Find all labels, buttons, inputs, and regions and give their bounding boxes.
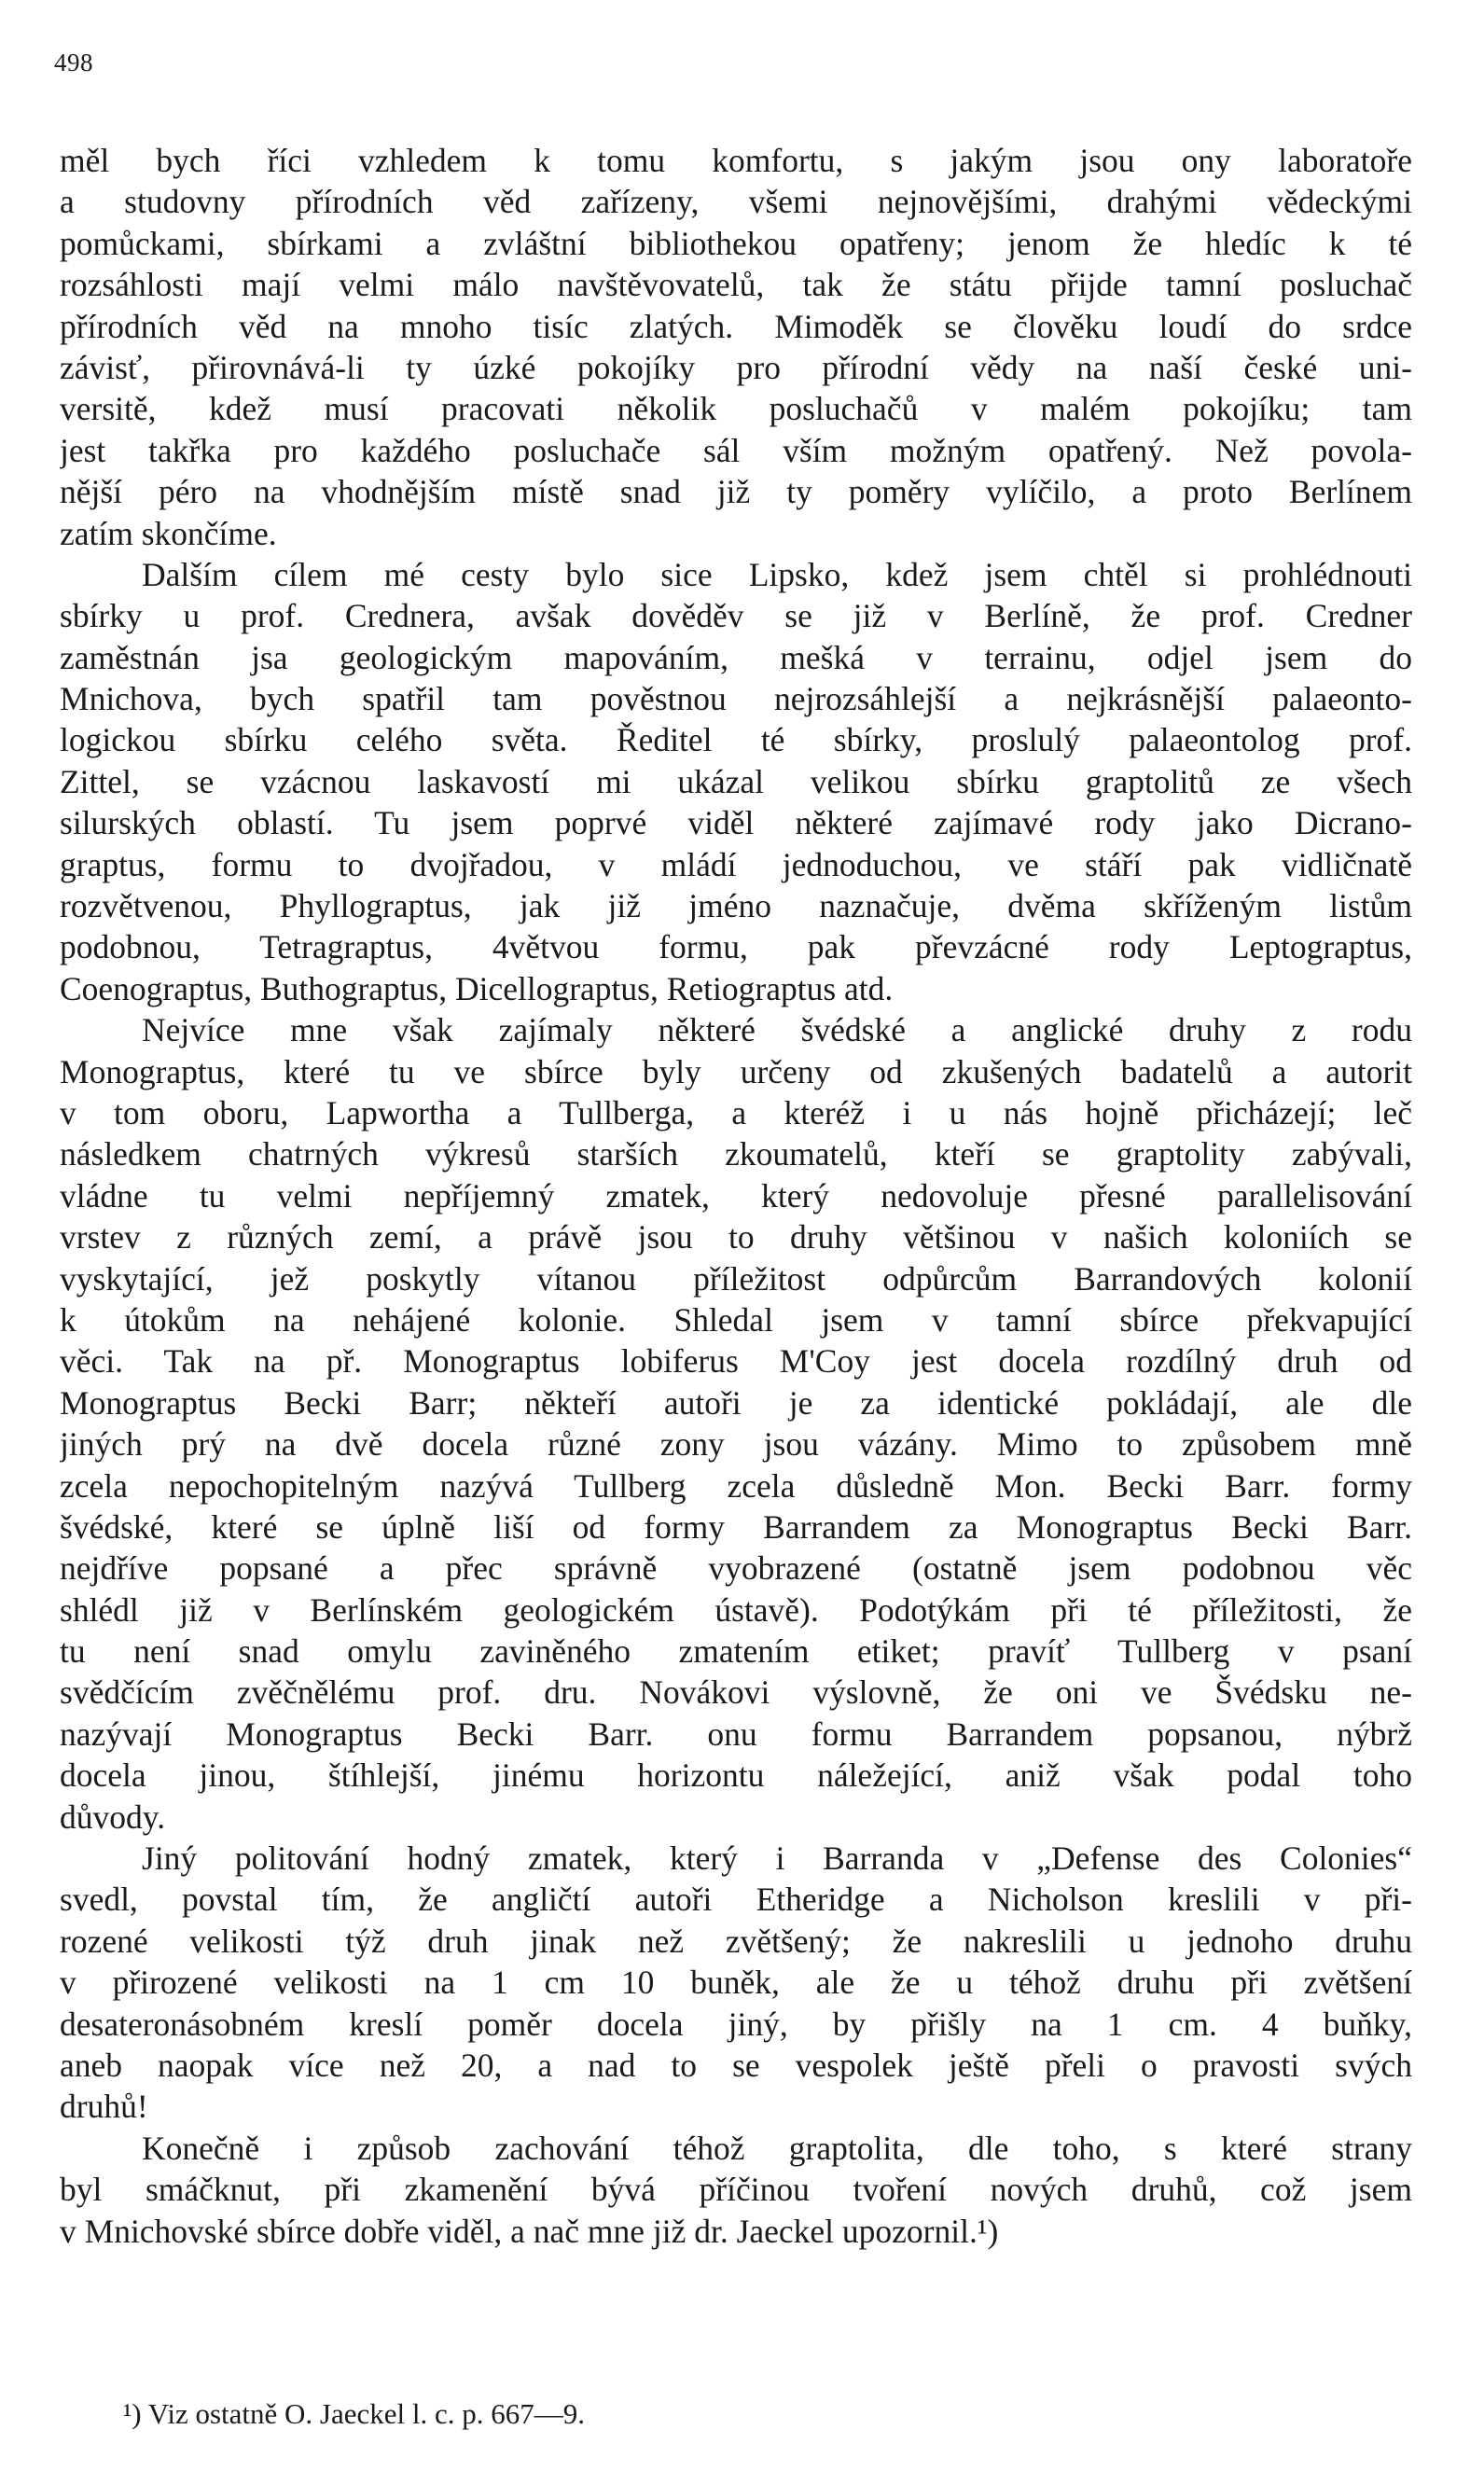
text-line: zaměstnán jsa geologickým mapováním, mešká v terrainu, odjel jsem do	[60, 638, 1412, 676]
text-line: graptus, formu to dvojřadou, v mládí jednoduchou, ve stáří pak vidličnatě	[60, 845, 1412, 883]
text-line: následkem chatrných výkresů starších zkoumatelů, kteří se graptolity zabývali,	[60, 1135, 1412, 1173]
text-line: druhů!	[60, 2088, 148, 2126]
text-line: vrstev z různých zemí, a právě jsou to druhy většinou v našich koloniích se	[60, 1218, 1412, 1256]
text-line: v přirozené velikosti na 1 cm 10 buněk, ale že u téhož druhu při zvětšení	[60, 1964, 1412, 2002]
text-line: logickou sbírku celého světa. Ředitel té sbírky, proslulý palaeontolog prof.	[60, 721, 1412, 759]
text-line: svědčícím zvěčnělému prof. dru. Novákovi výslovně, že oni ve Švédsku ne-	[60, 1673, 1412, 1712]
paragraph	[60, 140, 1412, 554]
text-line: jest takřka pro každého posluchače sál vším možným opatřený. Než povola-	[60, 431, 1412, 469]
text-line: zatím skončíme.	[60, 514, 277, 552]
text-line: měl bych říci vzhledem k tomu komfortu, s jakým jsou ony laboratoře	[60, 142, 1412, 179]
text-line: zcela nepochopitelným nazývá Tullberg zcela důsledně Mon. Becki Barr. formy	[60, 1466, 1412, 1505]
text-line: důvody.	[60, 1798, 166, 1836]
text-line: k útokům na nehájené kolonie. Shledal jsem v tamní sbírce překvapující	[60, 1300, 1412, 1339]
text-line: versitě, kdež musí pracovati několik posluchačů v malém pokojíku; tam	[60, 390, 1412, 428]
text-line: věci. Tak na př. Monograptus lobiferus M'Coy jest docela rozdílný druh od	[60, 1342, 1412, 1381]
text-line: sbírky u prof. Crednera, avšak dověděv se již v Berlíně, že prof. Credner	[60, 597, 1412, 635]
paragraph	[60, 1009, 1412, 1838]
text-line: desateronásobném kreslí poměr docela jiný, by přišly na 1 cm. 4 buňky,	[60, 2005, 1412, 2043]
paragraph	[60, 1838, 1412, 2128]
footnote: ¹) Viz ostatně O. Jaeckel l. c. p. 667—9.	[123, 2397, 585, 2430]
text-line: tu není snad omylu zaviněného zmatením etiket; pravíť Tullberg v psaní	[60, 1632, 1412, 1671]
text-line: rozsáhlosti mají velmi málo navštěvovatelů, tak že státu přijde tamní posluchač	[60, 266, 1412, 304]
text-line: vládne tu velmi nepříjemný zmatek, který nedovoluje přesné parallelisování	[60, 1176, 1412, 1215]
text-line: v tom oboru, Lapwortha a Tullberga, a kteréž i u nás hojně přicházejí; leč	[60, 1093, 1412, 1131]
paragraph	[60, 2128, 1412, 2252]
paragraph	[60, 554, 1412, 1009]
body-text	[60, 140, 1412, 2252]
text-line: Nejvíce mne však zajímaly některé švédské a anglické druhy z rodu	[142, 1011, 1412, 1049]
text-line: Konečně i způsob zachování téhož graptolita, dle toho, s které strany	[142, 2129, 1412, 2167]
text-line: Coenograptus, Buthograptus, Dicellograptus, Retiograptus atd.	[60, 969, 894, 1007]
text-line: podobnou, Tetragraptus, 4větvou formu, pak převzácné rody Leptograptus,	[60, 928, 1412, 966]
text-line: nejdříve popsané a přec správně vyobrazené (ostatně jsem podobnou věc	[60, 1549, 1412, 1588]
text-line: pomůckami, sbírkami a zvláštní bibliothekou opatřeny; jenom že hledíc k té	[60, 224, 1412, 262]
text-line: byl smáčknut, při zkamenění bývá příčinou tvoření nových druhů, což jsem	[60, 2171, 1412, 2209]
text-line: švédské, které se úplně liší od formy Barrandem za Monograptus Becki Barr.	[60, 1507, 1412, 1546]
text-line: silurských oblastí. Tu jsem poprvé viděl některé zajímavé rody jako Dicrano-	[60, 804, 1412, 842]
text-line: v Mnichovské sbírce dobře viděl, a nač mne již dr. Jaeckel upozornil.¹)	[60, 2212, 999, 2250]
text-line: závisť, přirovnává-li ty úzké pokojíky pro přírodní vědy na naší české uni-	[60, 348, 1412, 386]
text-line: a studovny přírodních věd zařízeny, všemi nejnovějšími, drahými vědeckými	[60, 183, 1412, 221]
text-line: aneb naopak více než 20, a nad to se vespolek ještě přeli o pravosti svých	[60, 2046, 1412, 2084]
text-line: jiných prý na dvě docela různé zony jsou vázány. Mimo to způsobem mně	[60, 1425, 1412, 1464]
text-line: rozvětvenou, Phyllograptus, jak již jméno naznačuje, dvěma skříženým listům	[60, 887, 1412, 925]
text-line: nější péro na vhodnějším místě snad již ty poměry vylíčilo, a proto Berlínem	[60, 473, 1412, 511]
text-line: rozené velikosti týž druh jinak než zvětšený; že nakreslili u jednoho druhu	[60, 1922, 1412, 1960]
text-line: Dalším cílem mé cesty bylo sice Lipsko, kdež jsem chtěl si prohlédnouti	[142, 555, 1412, 593]
page-number: 498	[54, 49, 93, 76]
text-line: svedl, povstal tím, že angličtí autoři Etheridge a Nicholson kreslili v při-	[60, 1881, 1412, 1919]
text-line: Zittel, se vzácnou laskavostí mi ukázal velikou sbírku graptolitů ze všech	[60, 762, 1412, 800]
text-line: Monograptus, které tu ve sbírce byly určeny od zkušených badatelů a autorit	[60, 1052, 1412, 1090]
text-line: shlédl již v Berlínském geologickém ústavě). Podotýkám při té příležitosti, že	[60, 1590, 1412, 1629]
text-line: přírodních věd na mnoho tisíc zlatých. Mimoděk se člověku loudí do srdce	[60, 307, 1412, 345]
text-line: Jiný politování hodný zmatek, který i Barranda v „Defense des Colonies“	[142, 1839, 1412, 1878]
text-line: Monograptus Becki Barr; někteří autoři je za identické pokládají, ale dle	[60, 1383, 1412, 1422]
text-line: vyskytající, jež poskytly vítanou příležitost odpůrcům Barrandových kolonií	[60, 1259, 1412, 1298]
text-line: Mnichova, bych spatřil tam pověstnou nejrozsáhlejší a nejkrásnější palaeonto-	[60, 680, 1412, 718]
text-line: docela jinou, štíhlejší, jinému horizontu náležející, aniž však podal toho	[60, 1756, 1412, 1795]
text-line: nazývají Monograptus Becki Barr. onu formu Barrandem popsanou, nýbrž	[60, 1714, 1412, 1753]
